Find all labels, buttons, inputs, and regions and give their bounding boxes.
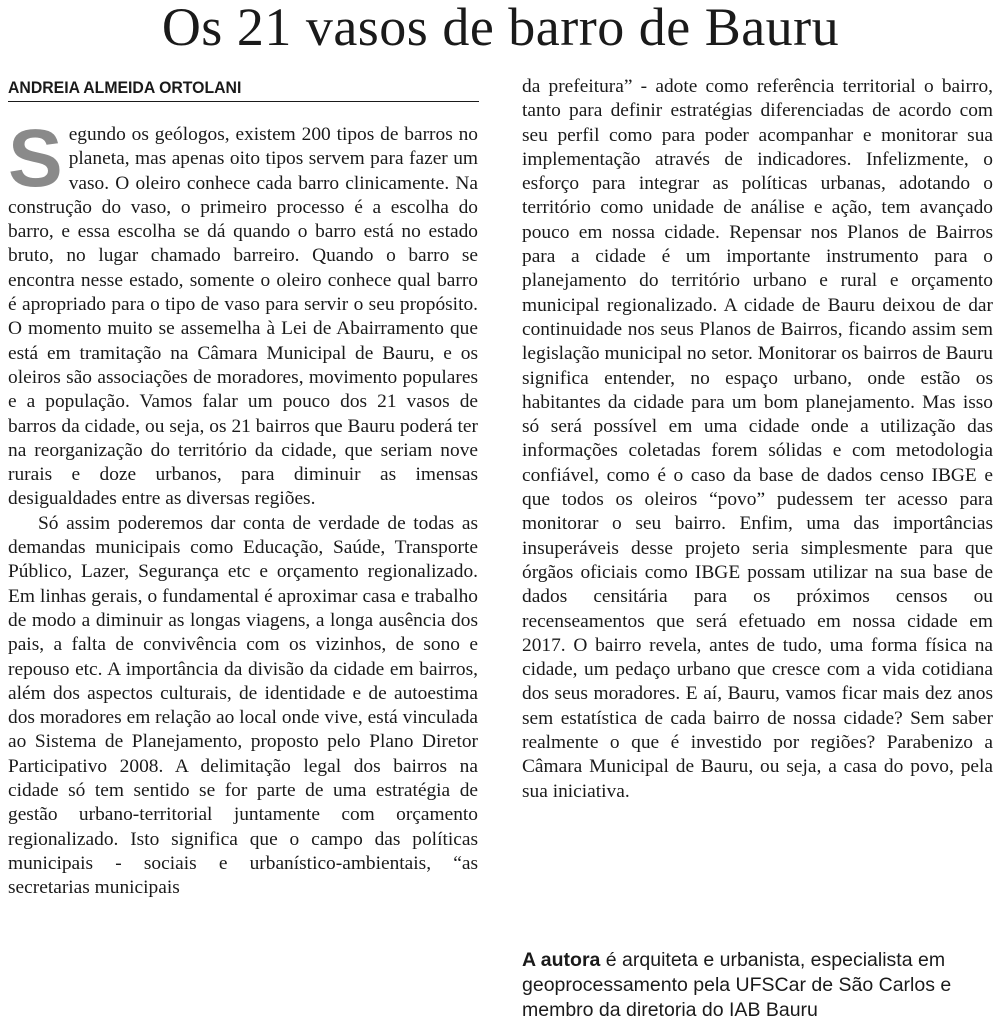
column-left: [8, 123, 478, 1028]
author-note-text: é arquiteta e urbanista, especialista em geoprocessamento pela UFSCar de São Carlos e membro da diretoria do IAB Bauru: [522, 949, 952, 1021]
column-right: [522, 75, 993, 930]
paragraph-2: Só assim poderemos dar conta de verdade de todas as demandas municipais como Educação, Saúde, Transporte Público, Lazer, Segurança etc e orçamento regionalizado. Em linhas gerais, o fundamental é aproximar casa e trabalho de modo a diminuir as longas viagens, a longa ausência dos pais, a falta de convivência com os vizinhos, de sono e repouso etc. A importância da divisão da cidade em bairros, além dos aspectos culturais, de identidade e de autoestima dos moradores em relação ao local onde vive, está vinculada ao Sistema de Planejamento, proposto pelo Plano Diretor Participativo 2008. A delimitação legal dos bairros na cidade só tem sentido se for parte de uma estratégia de gestão urbano-territorial juntamente com orçamento regionalizado. Isto significa que o campo das políticas municipais - sociais e urbanístico-ambientais, “as secretarias municipais: [8, 512, 478, 899]
headline: Os 21 vasos de barro de Bauru: [161, 0, 840, 57]
author-note-lead: A autora: [522, 949, 601, 971]
byline: ANDREIA ALMEIDA ORTOLANI: [8, 78, 242, 97]
paragraph-1: [8, 123, 478, 512]
byline-rule: [8, 101, 479, 102]
author-note: [522, 948, 993, 1023]
paragraph-1-text: egundo os geólogos, existem 200 tipos de barros no planeta, mas apenas oito tipos servem para fazer um vaso. O oleiro conhece cada barro clinicamente. Na construção do vaso, o primeiro processo é a escolha do barro, e essa escolha se dá quando o barro está no estado bruto, no lugar chamado barreiro. Quando o barro se encontra nesse estado, somente o oleiro conhece qual barro é apropriado para o tipo de vaso para servir o seu propósito. O momento muito se assemelha à Lei de Abairramento que está em tramitação na Câmara Municipal de Bauru, e os oleiros são associações de moradores, movimento populares e a população. Vamos falar um pouco dos 21 vasos de barros da cidade, ou seja, os 21 bairros que Bauru poderá ter na reorganização do território da cidade, que seriam nove rurais e doze urbanos, para diminuir as imensas desigualdades entre as diversas regiões.: [8, 124, 478, 510]
paragraph-2-continued: da prefeitura” - adote como referência territorial o bairro, tanto para definir estratégias diferenciadas de acordo com seu perfil como para poder acompanhar e monitorar sua implementação através de indicadores. Infelizmente, o esforço para integrar as políticas urbanas, adotando o território como unidade de análise e ação, tem avançado pouco em nossa cidade. Repensar nos Planos de Bairros para a cidade é um importante instrumento para o planejamento do território urbano e rural e orçamento municipal regionalizado. A cidade de Bauru deixou de dar continuidade nos seus Planos de Bairros, ficando assim sem legislação municipal no setor. Monitorar os bairros de Bauru significa entender, no espaço urbano, onde estão os habitantes da cidade para um bom planejamento. Mas isso só será possível em uma cidade onde a utilização das informações coletadas forem sólidas e com metodologia confiável, como é o caso da base de dados censo IBGE e que todos os oleiros “povo” pudessem ter acesso para monitorar o seu bairro. Enfim, uma das importâncias insuperáveis desse projeto seria simplesmente para que órgãos oficiais como IBGE possam utilizar na sua base de dados censitária para os próximos censos ou recenseamentos que será efetuado em nossa cidade em 2017. O bairro revela, antes de tudo, uma forma física na cidade, um pedaço urbano que cresce com a vida cotidiana dos seus moradores. E aí, Bauru, vamos ficar mais dez anos sem estatística de cada bairro de nossa cidade? Sem saber realmente o que é investido por regiões? Parabenizo a Câmara Municipal de Bauru, ou seja, a casa do povo, pela sua iniciativa.: [522, 76, 993, 802]
drop-cap: S: [8, 123, 63, 204]
